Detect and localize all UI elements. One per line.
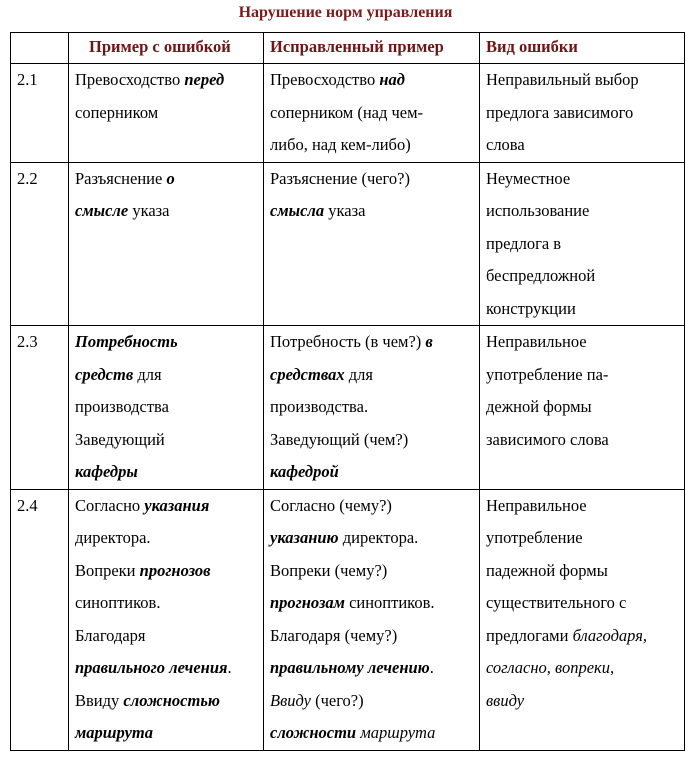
text-segment: слова (486, 135, 525, 154)
text-segment: Вопреки (75, 560, 140, 580)
text-line (486, 64, 678, 97)
text-segment: смысле (75, 201, 129, 220)
text-line (270, 163, 473, 196)
text-segment: Неправильное (486, 332, 587, 351)
header-error-example: Пример с ошибкой (69, 33, 264, 64)
text-line (75, 555, 257, 588)
text-segment: соперником (над чем- (270, 102, 424, 122)
text-line (270, 195, 473, 228)
text-line (270, 64, 473, 97)
text-line (270, 717, 473, 750)
text-segment: смысла (270, 201, 325, 220)
text-line (75, 620, 257, 653)
text-line (75, 685, 257, 718)
text-segment: указания (144, 495, 210, 515)
text-segment: о (166, 168, 175, 188)
text-segment: предлога зависимого (486, 102, 634, 122)
text-segment: Заведующий (75, 429, 165, 449)
error-type-cell (480, 326, 685, 490)
error-type-cell (480, 64, 685, 163)
row-number: 2.3 (11, 326, 69, 490)
text-line (270, 685, 473, 718)
text-segment: ввиду (486, 690, 525, 710)
text-segment: Превосходство (270, 70, 380, 89)
text-segment: для (344, 364, 373, 384)
text-segment: употребление (486, 528, 583, 547)
text-segment: . (227, 658, 232, 677)
error-example-cell (69, 162, 264, 326)
text-segment: Ввиду (270, 690, 311, 710)
text-line (486, 522, 678, 555)
text-segment: кафедрой (270, 462, 339, 481)
text-segment: . (429, 658, 434, 677)
error-type-cell (480, 489, 685, 750)
text-segment: указа (128, 201, 170, 220)
text-segment: Благодаря (чему?) (270, 625, 398, 645)
text-segment: предлога в (486, 233, 562, 253)
text-line (75, 424, 257, 457)
text-segment: Потребность (75, 332, 178, 351)
text-segment: Заведующий (чем?) (270, 429, 409, 449)
text-segment: Благодаря (75, 625, 146, 645)
row-number: 2.1 (11, 64, 69, 163)
text-segment: Согласно (чему?) (270, 495, 392, 515)
text-line (486, 97, 678, 130)
text-line (75, 64, 257, 97)
text-line (486, 359, 678, 392)
text-line (75, 522, 257, 555)
text-line (75, 391, 257, 424)
text-line (75, 195, 257, 228)
text-line (270, 652, 473, 685)
text-line (270, 490, 473, 523)
text-segment: синоптиков. (344, 593, 435, 612)
header-corrected-example: Исправленный пример (264, 33, 480, 64)
text-line (75, 490, 257, 523)
text-line (486, 424, 678, 457)
text-line (270, 456, 473, 489)
text-segment: использование (486, 201, 590, 220)
text-segment: кафедры (75, 462, 138, 481)
text-line (486, 685, 678, 718)
text-line (486, 391, 678, 424)
text-line (270, 359, 473, 392)
text-segment: в (425, 332, 433, 351)
text-segment: сложности (270, 723, 357, 742)
text-segment: Разъяснение (75, 168, 167, 188)
text-line (486, 620, 678, 653)
text-segment: производства. (270, 397, 369, 416)
text-segment: производства (75, 397, 169, 416)
text-segment: над (379, 70, 405, 89)
text-segment: для (133, 364, 162, 384)
text-segment: конструкции (486, 298, 576, 318)
header-number (11, 33, 69, 64)
text-segment: употребление па- (486, 364, 609, 384)
text-segment: директора. (338, 528, 419, 547)
text-segment: дежной формы (486, 397, 592, 416)
text-line (270, 326, 473, 359)
text-line (270, 620, 473, 653)
text-line (75, 359, 257, 392)
text-segment: сложностью (123, 690, 220, 710)
text-segment: благодаря, (572, 625, 647, 645)
error-type-cell (480, 162, 685, 326)
text-line (486, 228, 678, 261)
text-segment: Неуместное (486, 168, 571, 188)
text-segment: правильного лечения (75, 658, 228, 677)
text-segment: падежной формы (486, 560, 608, 580)
error-example-cell (69, 326, 264, 490)
text-segment: прогнозов (139, 560, 211, 580)
text-segment: правильному лечению (270, 658, 430, 677)
header-error-type: Вид ошибки (480, 33, 685, 64)
text-line (75, 163, 257, 196)
text-line (486, 129, 678, 162)
corrected-example-cell (264, 489, 480, 750)
text-segment: Неправильное (486, 495, 587, 515)
text-segment: Превосходство (75, 70, 185, 89)
error-example-cell (69, 64, 264, 163)
text-line (270, 522, 473, 555)
text-segment: прогнозам (270, 593, 345, 612)
header-row (11, 33, 685, 64)
text-line (486, 490, 678, 523)
text-line (270, 424, 473, 457)
text-line (75, 587, 257, 620)
text-line (486, 293, 678, 326)
text-segment: маршрута (75, 723, 153, 742)
text-line (75, 97, 257, 130)
text-line (486, 163, 678, 196)
text-line (486, 195, 678, 228)
text-segment: перед (184, 70, 225, 89)
text-segment: (чего?) (310, 690, 364, 710)
text-line (486, 652, 678, 685)
text-line (486, 555, 678, 588)
text-segment: маршрута (356, 723, 436, 742)
grammar-errors-table (10, 32, 685, 751)
page-title: Нарушение норм управления (238, 4, 453, 21)
text-segment: беспредложной (486, 266, 596, 285)
text-segment: средствах (270, 364, 345, 384)
text-segment: указанию (270, 528, 339, 547)
table-row (11, 489, 685, 750)
text-segment: указа (324, 201, 366, 220)
text-segment: предлогами (486, 625, 573, 645)
table-row (11, 326, 685, 490)
text-line (270, 555, 473, 588)
text-segment: синоптиков. (75, 593, 161, 612)
text-line (75, 326, 257, 359)
corrected-example-cell (264, 162, 480, 326)
text-segment: Согласно (75, 495, 145, 515)
text-segment: Разъяснение (чего?) (270, 168, 410, 188)
text-segment: соперником (75, 102, 159, 122)
text-line (486, 587, 678, 620)
text-line (270, 97, 473, 130)
text-line (75, 456, 257, 489)
text-line (75, 652, 257, 685)
text-segment: либо, над кем-либо) (270, 135, 411, 154)
text-line (486, 260, 678, 293)
text-segment: зависимого слова (486, 429, 609, 449)
text-segment: Неправильный выбор (486, 70, 639, 89)
table-row (11, 162, 685, 326)
row-number: 2.2 (11, 162, 69, 326)
corrected-example-cell (264, 326, 480, 490)
text-line (270, 587, 473, 620)
text-segment: Вопреки (чему?) (270, 560, 388, 580)
text-line (270, 391, 473, 424)
table-row (11, 64, 685, 163)
text-segment: согласно, вопреки, (486, 658, 615, 677)
text-line (270, 129, 473, 162)
error-example-cell (69, 489, 264, 750)
text-line (75, 717, 257, 750)
text-line (486, 326, 678, 359)
text-segment: директора. (75, 528, 151, 547)
row-number: 2.4 (11, 489, 69, 750)
text-segment: средств (75, 364, 134, 384)
text-segment: существительного с (486, 593, 627, 612)
text-segment: Потребность (в чем?) (270, 332, 426, 351)
corrected-example-cell (264, 64, 480, 163)
text-segment: Ввиду (75, 690, 124, 710)
